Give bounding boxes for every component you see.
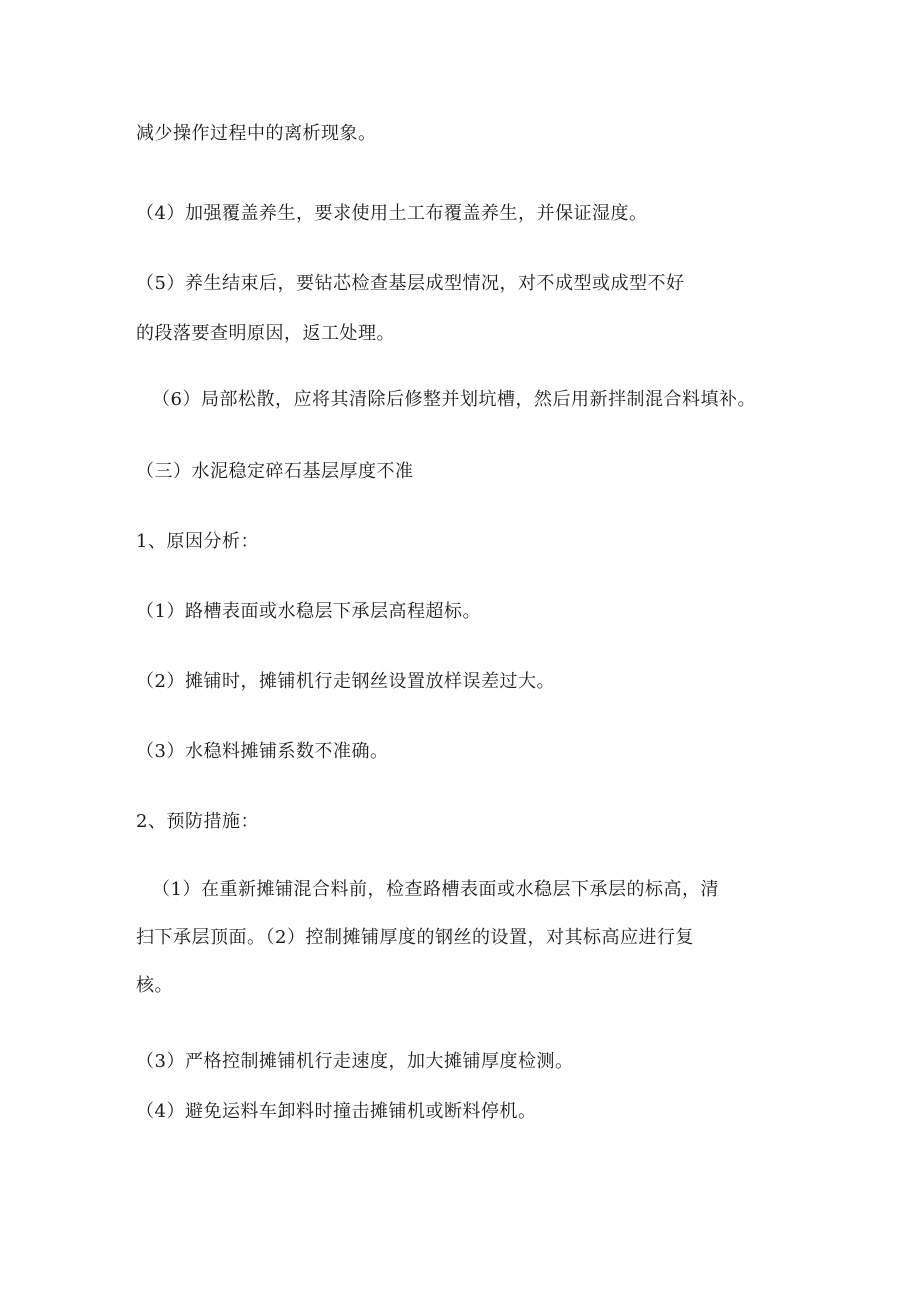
text-line-13: 扫下承层顶面。（2）控制摊铺厚度的钢丝的设置，对其标高应进行复 xyxy=(136,927,694,948)
text-line-8: （1）路槽表面或水稳层下承层高程超标。 xyxy=(136,601,481,622)
text-line-5: （6）局部松散，应将其清除后修整并划坑槽，然后用新拌制混合料填补。 xyxy=(152,389,756,410)
text-line-4: 的段落要查明原因，返工处理。 xyxy=(136,323,395,344)
text-line-3: （5）养生结束后，要钻芯检查基层成型情况，对不成型或成型不好 xyxy=(136,273,685,294)
text-line-9: （2）摊铺时，摊铺机行走钢丝设置放样误差过大。 xyxy=(136,671,555,692)
subheading-prevention: 2、预防措施： xyxy=(136,811,259,832)
text-line-2: （4）加强覆盖养生，要求使用土工布覆盖养生，并保证湿度。 xyxy=(136,203,648,224)
subheading-cause-analysis: 1、原因分析： xyxy=(136,531,259,552)
text-line-16: （4）避免运料车卸料时撞击摊铺机或断料停机。 xyxy=(136,1101,537,1122)
section-heading: （三）水泥稳定碎石基层厚度不准 xyxy=(136,461,414,482)
text-line-10: （3）水稳料摊铺系数不准确。 xyxy=(136,741,389,762)
text-line-1: 减少操作过程中的离析现象。 xyxy=(136,123,377,144)
text-line-14: 核。 xyxy=(136,975,173,996)
text-line-12: （1）在重新摊铺混合料前，检查路槽表面或水稳层下承层的标高，清 xyxy=(152,879,719,900)
text-line-15: （3）严格控制摊铺机行走速度，加大摊铺厚度检测。 xyxy=(136,1051,574,1072)
